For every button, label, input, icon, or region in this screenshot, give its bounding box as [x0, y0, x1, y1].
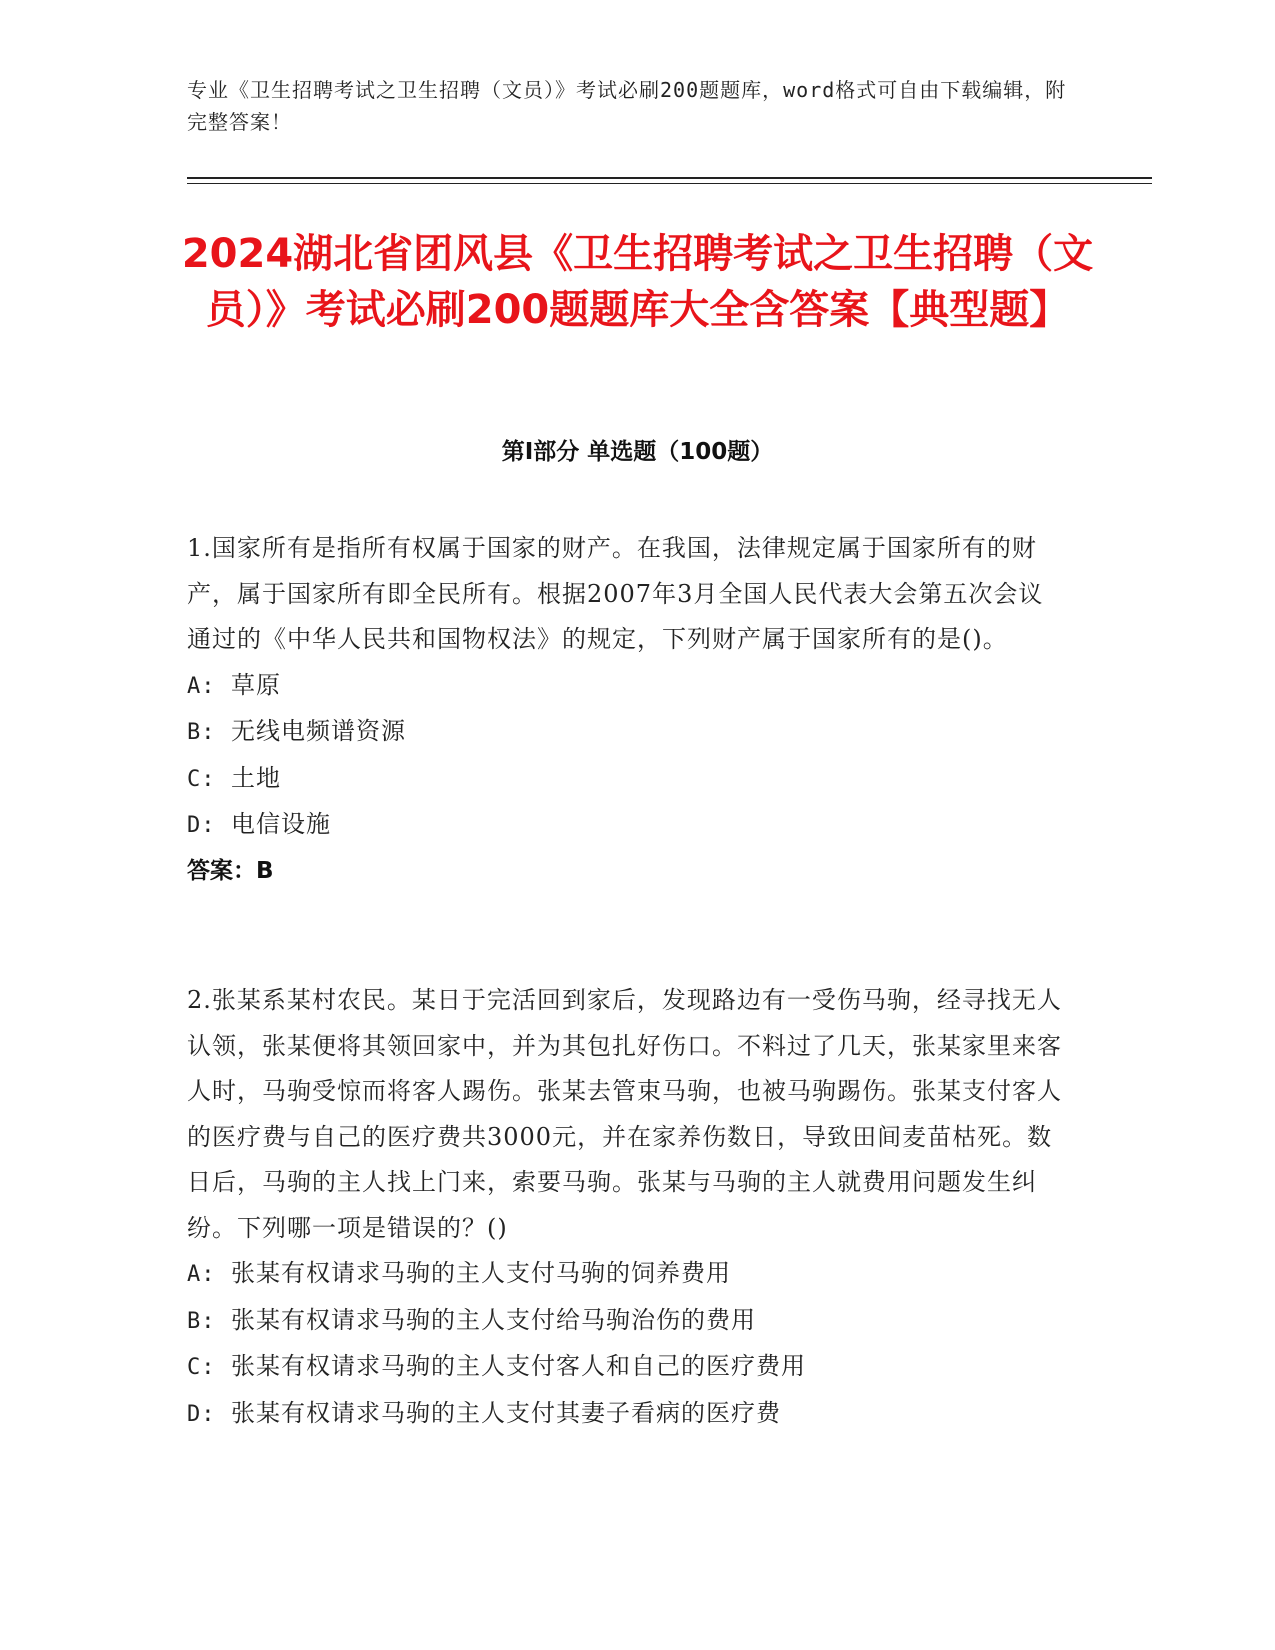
option-letter: B: — [187, 1308, 216, 1334]
option-letter: C: — [187, 766, 216, 792]
question-2 — [187, 978, 1067, 1437]
option-text: 草原 — [231, 670, 281, 699]
section-heading: 第Ⅰ部分 单选题（100题） — [501, 439, 774, 465]
option-letter: D: — [187, 1401, 216, 1427]
header-divider-thin — [187, 183, 1152, 184]
question-stem: 1.国家所有是指所有权属于国家的财产。在我国，法律规定属于国家所有的财产，属于国家所有即全民所有。根据2007年3月全国人民代表大会第五次会议通过的《中华人民共和国物权法》的规定，下列财产属于国家所有的是()。 — [187, 534, 1044, 653]
option-text: 张某有权请求马驹的主人支付其妻子看病的医疗费 — [231, 1398, 781, 1427]
option-letter: C: — [187, 1355, 216, 1380]
question-stem: 2.张某系某村农民。某日于完活回到家后，发现路边有一受伤马驹，经寻找无人认领，张某便将其领回家中，并为其包扎好伤口。不料过了几天，张某家里来客人时，马驹受惊而将客人踢伤。张某去管束马驹，也被马驹踢伤。张某支付客人的医疗费与自己的医疗费共3000元，并在家养伤数日，导致田间麦苗枯死。数日后，马驹的主人找上门来，索要马驹。张某与马驹的主人就费用问题发生纠纷。下列哪一项是错误的？() — [187, 986, 1062, 1242]
question-1 — [187, 526, 1067, 894]
option-letter: A: — [187, 673, 216, 699]
option-letter: A: — [187, 1262, 216, 1287]
option-c — [187, 1344, 1067, 1391]
answer: 答案：B — [187, 857, 274, 884]
option-d — [187, 802, 1067, 849]
header-divider-thick — [187, 177, 1152, 179]
header-note: 专业《卫生招聘考试之卫生招聘（文员）》考试必刷200题题库，word格式可自由下载编辑，附完整答案！ — [187, 78, 1067, 134]
option-a — [187, 1251, 1067, 1298]
option-text: 张某有权请求马驹的主人支付客人和自己的医疗费用 — [231, 1352, 806, 1380]
option-d — [187, 1391, 1067, 1438]
option-text: 张某有权请求马驹的主人支付马驹的饲养费用 — [231, 1259, 731, 1287]
option-text: 电信设施 — [231, 810, 331, 838]
option-letter: B: — [187, 720, 216, 745]
option-text: 土地 — [231, 763, 281, 792]
option-c — [187, 756, 1067, 803]
option-a — [187, 663, 1067, 710]
option-text: 张某有权请求马驹的主人支付给马驹治伤的费用 — [231, 1305, 756, 1334]
option-b — [187, 1298, 1067, 1345]
option-letter: D: — [187, 813, 216, 838]
option-text: 无线电频谱资源 — [231, 717, 406, 745]
document-title: 2024湖北省团风县《卫生招聘考试之卫生招聘（文员）》考试必刷200题题库大全含答案【典型题】 — [181, 231, 1094, 333]
option-b — [187, 709, 1067, 756]
